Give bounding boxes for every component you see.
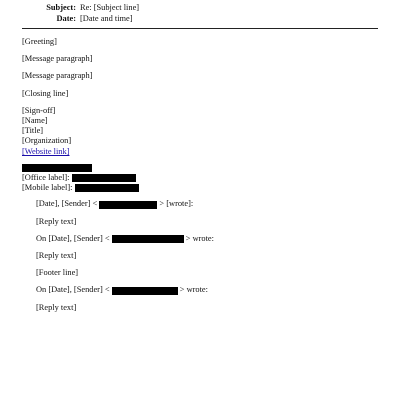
- message-paragraph-1: [Message paragraph]: [22, 54, 93, 64]
- redaction-bar: [72, 174, 136, 182]
- quoted-text: [Reply text]: [36, 216, 77, 226]
- message-paragraph-2: [Message paragraph]: [22, 71, 93, 81]
- attribution-suffix: > wrote:: [177, 285, 208, 295]
- date-value: [Date and time]: [80, 14, 133, 23]
- redaction-bar: [22, 164, 92, 172]
- subject-key: Subject:: [46, 3, 76, 12]
- attribution: [Date], [Sender] <: [36, 199, 100, 209]
- signature-line: [Title]: [22, 126, 44, 136]
- quoted-message-1: [36, 199, 378, 226]
- email-header: [22, 0, 378, 24]
- redaction-bar: [75, 184, 139, 192]
- greeting: [Greeting]: [22, 37, 57, 46]
- redaction-bar: [112, 287, 178, 295]
- attribution-suffix: > wrote:: [183, 233, 214, 243]
- signature-line: [Name]: [22, 116, 48, 126]
- attribution: On [Date], [Sender] <: [36, 233, 112, 243]
- subject-row: [22, 2, 378, 13]
- quoted-message-3: [36, 285, 378, 312]
- attribution: On [Date], [Sender] <: [36, 285, 112, 295]
- thanks-line: [Closing line]: [22, 88, 69, 98]
- signature-block: [22, 106, 378, 194]
- office-label: [Office label]:: [22, 173, 70, 183]
- signature-line: [Organization]: [22, 136, 72, 146]
- website-link[interactable]: [Website link]: [22, 146, 70, 156]
- signoff: [Sign-off]: [22, 105, 56, 115]
- redaction-bar: [99, 201, 157, 209]
- redaction-bar: [112, 235, 184, 243]
- header-divider: [22, 28, 378, 29]
- date-key: Date:: [56, 14, 76, 23]
- quoted-text: [Reply text]: [36, 251, 77, 261]
- date-row: [22, 13, 378, 24]
- quoted-message-2: [36, 234, 378, 279]
- quoted-text: [Reply text]: [36, 302, 77, 312]
- quoted-footer: [Footer line]: [36, 268, 79, 278]
- mobile-label: [Mobile label]:: [22, 183, 73, 193]
- attribution-suffix: > [wrote]:: [157, 199, 194, 209]
- subject-value: Re: [Subject line]: [80, 3, 140, 12]
